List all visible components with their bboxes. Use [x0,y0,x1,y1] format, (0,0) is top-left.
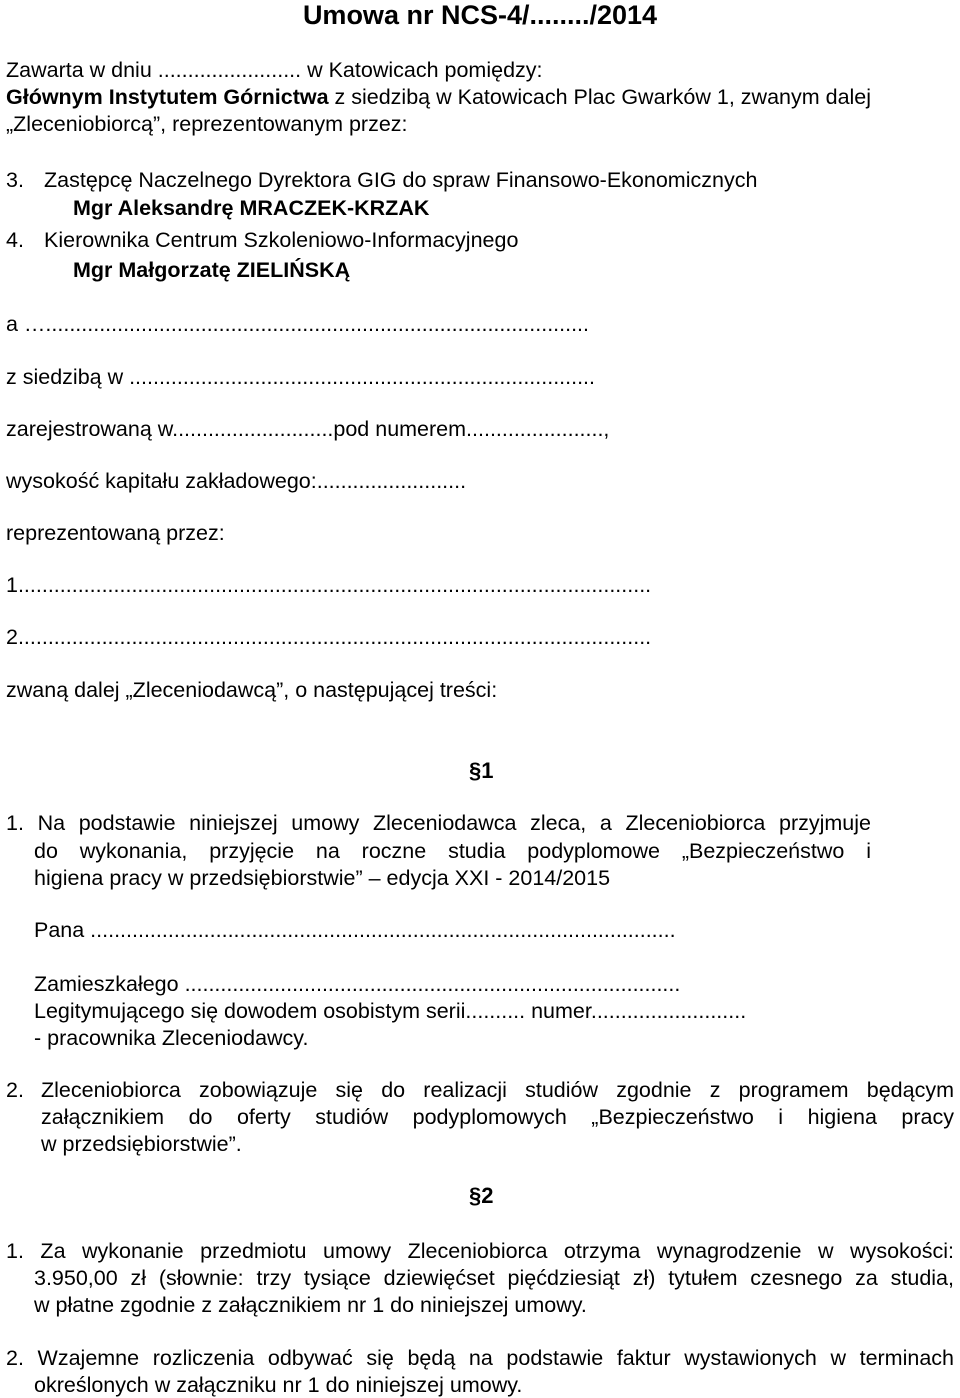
party-rep-2-line: 2.......................................................................................................... [6,625,652,649]
s1-p1-line-2: do wykonania, przyjęcie na roczne studia podyplomowe „Bezpieczeństwo i [34,839,871,863]
intro-line-2 [6,84,871,110]
s1-p1-line-1: 1. Na podstawie niniejszej umowy Zleceniodawca zleca, a Zleceniobiorca przyjmuje [6,811,871,835]
document-title: Umowa nr NCS-4/......../2014 [302,0,658,30]
rep-4-role: Kierownika Centrum Szkoleniowo-Informacyjnego [44,228,519,252]
s2-p1-line-3: w płatne zgodnie z załącznikiem nr 1 do niniejszej umowy. [34,1293,587,1317]
party-seat-line: z siedzibą w .............................................................................. [6,365,596,389]
s2-p2-line-2: określonych w załączniku nr 1 do niniejszej umowy. [34,1373,523,1397]
section-1-heading: §1 [469,758,494,783]
intro-line-3: „Zleceniobiorcą”, reprezentowanym przez: [6,112,408,136]
party-represented-label: reprezentowaną przez: [6,521,225,545]
s2-p2-line-1: 2. Wzajemne rozliczenia odbywać się będą na podstawie faktur wystawionych w terminach [6,1346,954,1370]
s2-p1-line-2: 3.950,00 zł (słownie: trzy tysiące dziewięćset pięćdziesiąt zł) tytułem czesnego za studia, [34,1266,954,1290]
rep-3-number: 3. [6,168,24,192]
rep-3-role: Zastępcę Naczelnego Dyrektora GIG do spraw Finansowo-Ekonomicznych [44,168,758,192]
intro-line-2-rest: z siedzibą w Katowicach Plac Gwarków 1, zwanym dalej [328,85,872,109]
intro-line-1: Zawarta w dniu ........................ w Katowicach pomiędzy: [6,58,543,82]
institute-name: Głównym Instytutem Górnictwa [6,85,329,109]
party-called-line: zwaną dalej „Zleceniodawcą”, o następującej treści: [6,678,498,702]
party-capital-line: wysokość kapitału zakładowego:......................... [6,469,467,493]
s2-p1-line-1: 1. Za wykonanie przedmiotu umowy Zleceniobiorca otrzyma wynagrodzenie w wysokości: [6,1239,954,1263]
trainee-residence-line: Zamieszkałego ................................................................................... [34,972,681,996]
s1-p2-number: 2. [6,1078,24,1102]
party-rep-1-line: 1.......................................................................................................... [6,573,652,597]
rep-3-name: Mgr Aleksandrę MRACZEK-KRZAK [73,196,430,220]
section-2-heading: §2 [469,1183,494,1208]
rep-4-number: 4. [6,228,24,252]
rep-4-name: Mgr Małgorzatę ZIELIŃSKĄ [73,258,351,282]
party-name-line: a …........................................................................................... [6,312,590,336]
s1-p2-line-3: w przedsiębiorstwie”. [41,1132,242,1156]
trainee-name-line: Pana .................................................................................................. [34,918,676,942]
trainee-id-line: Legitymującego się dowodem osobistym serii.......... numer.......................... [34,999,747,1023]
party-registered-line: zarejestrowaną w...........................pod numerem......................., [6,417,610,441]
s1-p1-line-3: higiena pracy w przedsiębiorstwie” – edycja XXI - 2014/2015 [34,866,611,890]
s1-p2-line-1: Zleceniobiorca zobowiązuje się do realizacji studiów zgodnie z programem będącym [41,1078,954,1102]
trainee-employee-line: - pracownika Zleceniodawcy. [34,1026,309,1050]
s1-p2-line-2: załącznikiem do oferty studiów podyplomowych „Bezpieczeństwo i higiena pracy [41,1105,954,1129]
